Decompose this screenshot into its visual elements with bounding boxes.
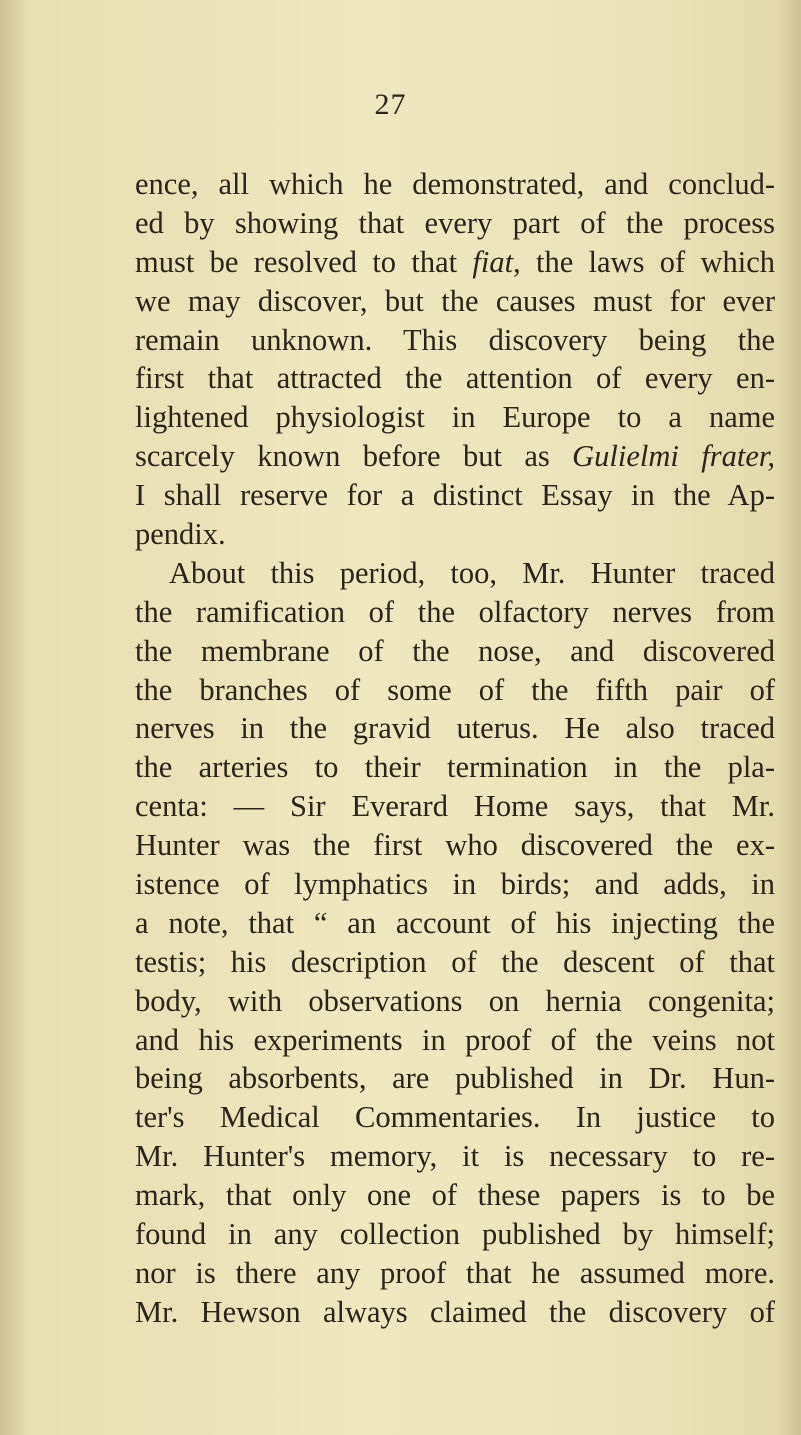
text-line: we may discover, but the causes must for ever — [135, 283, 775, 318]
text-line — [135, 243, 775, 282]
page-gutter-shadow — [0, 0, 30, 1435]
text-line: the membrane of the nose, and discovered — [135, 633, 775, 668]
text-line: and his experiments in proof of the veins not — [135, 1022, 775, 1057]
text-line: first that attracted the attention of every en- — [135, 361, 775, 396]
page-number: 27 — [374, 88, 407, 121]
paragraph-start-line: About this period, too, Mr. Hunter traced — [169, 555, 775, 590]
text-line: the branches of some of the fifth pair of — [135, 672, 775, 707]
text-line: body, with observations on hernia congenita; — [135, 983, 775, 1018]
text-line: centa: — Sir Everard Home says, that Mr. — [135, 789, 775, 824]
text-line: mark, that only one of these papers is to be — [135, 1178, 775, 1213]
text-line: Mr. Hewson always claimed the discovery of — [135, 1294, 775, 1329]
text-line: pendix. — [135, 517, 226, 552]
text-line: istence of lymphatics in birds; and adds, in — [135, 867, 775, 902]
text-line: nerves in the gravid uterus. He also traced — [135, 711, 775, 746]
text-line — [135, 437, 775, 476]
italic-term: fiat, — [472, 244, 521, 279]
italic-term: Gulielmi frater, — [572, 439, 775, 474]
text-line: ence, all which he demonstrated, and conclud- — [135, 167, 775, 201]
text-line: being absorbents, are published in Dr. Hun- — [135, 1061, 775, 1096]
text-segment: must be resolved to that — [135, 244, 473, 279]
text-line: the arteries to their termination in the pla- — [135, 750, 775, 785]
text-line: Hunter was the first who discovered the ex- — [135, 828, 775, 863]
text-line: Mr. Hunter's memory, it is necessary to re- — [135, 1139, 775, 1174]
page-edge-shadow — [777, 0, 801, 1435]
text-line: the ramification of the olfactory nerves from — [135, 594, 775, 629]
text-line: ter's Medical Commentaries. In justice to — [135, 1100, 775, 1135]
text-line: a note, that “ an account of his injecting the — [135, 905, 775, 940]
text-line: nor is there any proof that he assumed more. — [135, 1255, 775, 1290]
body-text — [135, 165, 775, 1332]
text-line: remain unknown. This discovery being the — [135, 322, 775, 357]
text-line: found in any collection published by himself; — [135, 1217, 775, 1252]
text-line: I shall reserve for a distinct Essay in the Ap- — [135, 478, 775, 513]
text-segment: scarcely known before but as — [135, 439, 573, 474]
text-segment: the laws of which — [520, 244, 775, 279]
text-line: testis; his description of the descent of that — [135, 944, 775, 979]
text-line: ed by showing that every part of the process — [135, 205, 775, 240]
text-line: lightened physiologist in Europe to a name — [135, 400, 775, 435]
